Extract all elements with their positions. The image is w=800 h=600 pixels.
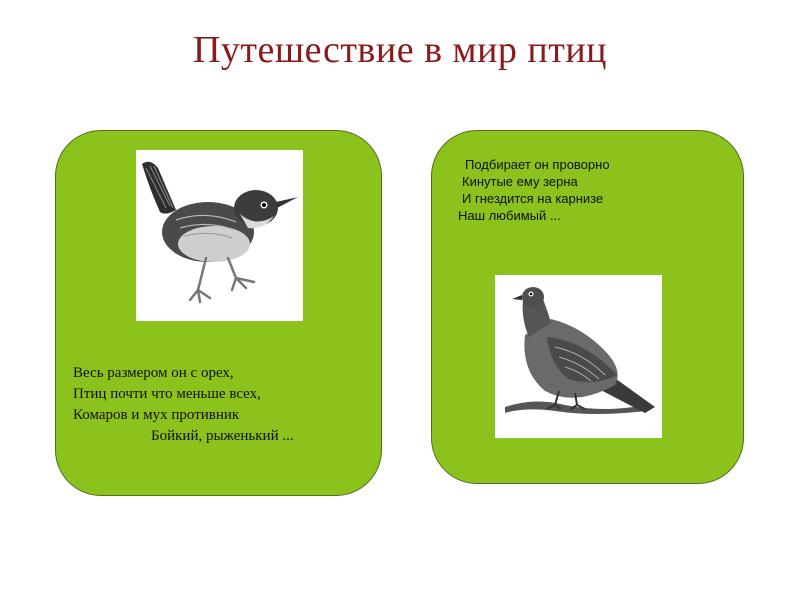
riddle-line: Подбирает он проворно [465, 157, 610, 172]
riddle-line: И гнездится на карнизе [462, 191, 604, 206]
pigeon-illustration-icon [495, 275, 662, 438]
riddle-line: Бойкий, рыженький ... [151, 428, 294, 444]
riddle-line: Весь размером он с орех, [73, 365, 234, 381]
riddle-line: Наш любимый ... [458, 208, 561, 223]
slide-title: Путешествие в мир птиц [192, 29, 608, 71]
riddle-text-wren [73, 363, 294, 447]
riddle-line: Комаров и мух противник [73, 407, 240, 423]
riddle-line: Кинутые ему зерна [462, 174, 578, 189]
riddle-card-wren [55, 130, 382, 496]
riddle-text-pigeon [458, 156, 610, 224]
wren-illustration-icon [136, 150, 303, 321]
riddle-line: Птиц почти что меньше всех, [73, 386, 261, 402]
riddle-card-pigeon [431, 130, 744, 484]
